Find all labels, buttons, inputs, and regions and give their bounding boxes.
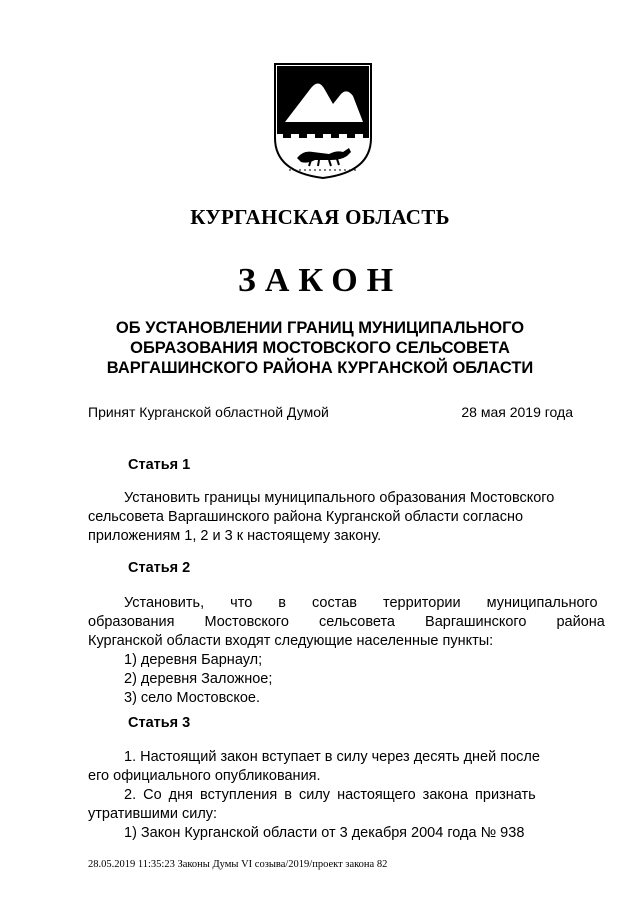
law-title-line: ОБ УСТАНОВЛЕНИИ ГРАНИЦ МУНИЦИПАЛЬНОГО <box>115 319 525 337</box>
document-type: ЗАКОН <box>237 262 403 299</box>
text-line: 1. Настоящий закон вступает в силу через десять дней после <box>124 749 540 765</box>
text-line: утратившими силу: <box>88 806 218 822</box>
text-line <box>88 489 574 508</box>
article-3-text <box>88 748 574 843</box>
document-footer: 28.05.2019 11:35:23 Законы Думы VI созыва/2019/проект закона 82 <box>88 859 388 870</box>
adopted-date: 28 мая 2019 года <box>461 404 573 420</box>
law-title-line: ОБРАЗОВАНИЯ МОСТОВСКОГО СЕЛЬСОВЕТА <box>130 339 510 357</box>
text-line: 1) Закон Курганской области от 3 декабря 2004 года № 938 <box>124 825 525 841</box>
list-item: 2) деревня Заложное; <box>124 671 273 687</box>
law-title <box>80 318 560 378</box>
list-item: 1) деревня Барнаул; <box>124 652 263 668</box>
list-item: 3) село Мостовское. <box>124 690 261 706</box>
text-line: 2. Со дня вступления в силу настоящего закона признать <box>124 787 536 803</box>
text-line: образования Мостовского сельсовета Варгашинского района <box>88 614 605 630</box>
region-name: КУРГАНСКАЯ ОБЛАСТЬ <box>190 205 450 229</box>
text-line-content: Установить границы муниципального образования Мостовского <box>124 490 555 506</box>
article-3-heading: Статья 3 <box>128 715 191 731</box>
text-line: Установить, что в состав территории муниципального <box>124 595 598 611</box>
text-line: сельсовета Варгашинского района Курганской области согласно <box>88 509 524 525</box>
article-1-text <box>88 489 574 546</box>
coat-of-arms-icon <box>271 60 375 182</box>
law-title-line: ВАРГАШИНСКОГО РАЙОНА КУРГАНСКОЙ ОБЛАСТИ <box>106 359 534 377</box>
text-line: Курганской области входят следующие населенные пункты: <box>88 633 494 649</box>
article-2-heading: Статья 2 <box>128 560 191 576</box>
text-line: приложениям 1, 2 и 3 к настоящему закону. <box>88 528 382 544</box>
adopted-by: Принят Курганской областной Думой <box>88 404 329 420</box>
adoption-info <box>88 404 573 420</box>
article-1-heading: Статья 1 <box>128 457 191 473</box>
text-line: его официального опубликования. <box>88 768 321 784</box>
article-2-text <box>88 594 605 708</box>
